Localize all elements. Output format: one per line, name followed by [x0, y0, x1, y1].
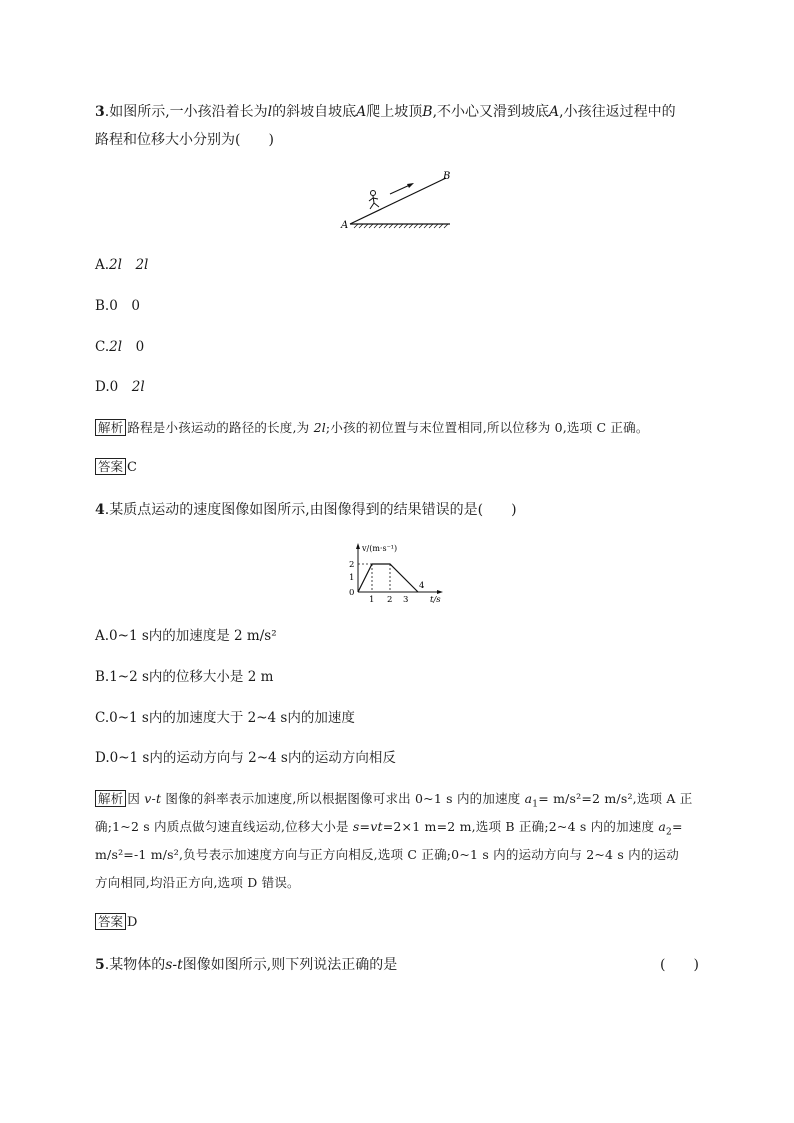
q5-answer-paren: ( ): [660, 957, 699, 973]
q3-stem-line1: 3.如图所示,一小孩沿着长为l的斜坡自坡底A爬上坡顶B,不小心又滑到坡底A,小孩往返过程中的: [95, 104, 676, 120]
q4-option-a[interactable]: A.0~1 s内的加速度是 2 m/s²: [95, 628, 277, 644]
q4-answer: 答案 D: [95, 913, 137, 932]
y-tick-2: 2: [349, 560, 355, 570]
q4-option-d[interactable]: D.0~1 s内的运动方向与 2~4 s内的运动方向相反: [95, 750, 396, 766]
answer-tag: 答案: [95, 458, 126, 475]
q4-analysis-line2: 确;1~2 s 内质点做匀速直线运动,位移大小是 s=vt=2×1 m=2 m,选项 B 正确;2~4 s 内的加速度 $a_2=$: [95, 819, 683, 838]
q4-analysis-line4: 方向相同,均沿正方向,选项 D 错误。: [95, 875, 300, 890]
q4-analysis-line3: m/s²=-1 m/s²,负号表示加速度方向与正方向相反,选项 C 正确;0~1 s 内的运动方向与 2~4 s 内的运动: [95, 847, 679, 862]
analysis-tag: 解析: [95, 419, 126, 436]
q3-option-d[interactable]: D.0 2l: [95, 379, 145, 395]
y-tick-1: 1: [349, 573, 355, 583]
q4-vt-graph: [340, 540, 450, 606]
analysis-tag: 解析: [95, 790, 126, 807]
q3-slope-figure: [340, 168, 455, 230]
x-tick-2: 2: [387, 595, 393, 605]
q3-analysis: 解析 路程是小孩运动的路径的长度,为 2l;小孩的初位置与末位置相同,所以位移为 0,选项 C 正确。: [95, 418, 649, 438]
q5-stem: 5.某物体的s-t图像如图所示,则下列说法正确的是: [95, 957, 398, 973]
q4-analysis-line1: 解析 因 v-t 图像的斜率表示加速度,所以根据图像可求出 0~1 s 内的加速度 $a_1= m/s^2=2$ m/s²,选项 A 正: [95, 789, 693, 815]
slope-line: [350, 178, 446, 224]
q3-option-a[interactable]: A.2l 2l: [95, 257, 149, 273]
x-tick-1: 1: [369, 595, 375, 605]
q3-stem-line2: 路程和位移大小分别为( ): [95, 132, 274, 148]
velocity-line: [358, 564, 418, 592]
y-tick-0: 0: [349, 588, 355, 598]
q4-stem: 4.某质点运动的速度图像如图所示,由图像得到的结果错误的是( ): [95, 502, 517, 518]
answer-tag: 答案: [95, 913, 126, 930]
x-tick-3: 3: [403, 595, 409, 605]
q3-answer: 答案 C: [95, 458, 137, 477]
y-axis-label: v/(m·s⁻¹): [362, 544, 398, 553]
point-b-label: B: [443, 171, 451, 182]
x-axis-label: t/s: [430, 595, 441, 605]
q4-option-c[interactable]: C.0~1 s内的加速度大于 2~4 s内的加速度: [95, 710, 355, 726]
q4-option-b[interactable]: B.1~2 s内的位移大小是 2 m: [95, 669, 274, 685]
q3-option-c[interactable]: C.2l 0: [95, 339, 145, 355]
x-tick-4: 4: [419, 581, 425, 591]
point-a-label: A: [341, 220, 349, 230]
q3-option-b[interactable]: B.0 0: [95, 298, 140, 314]
child-figure: [369, 191, 379, 210]
